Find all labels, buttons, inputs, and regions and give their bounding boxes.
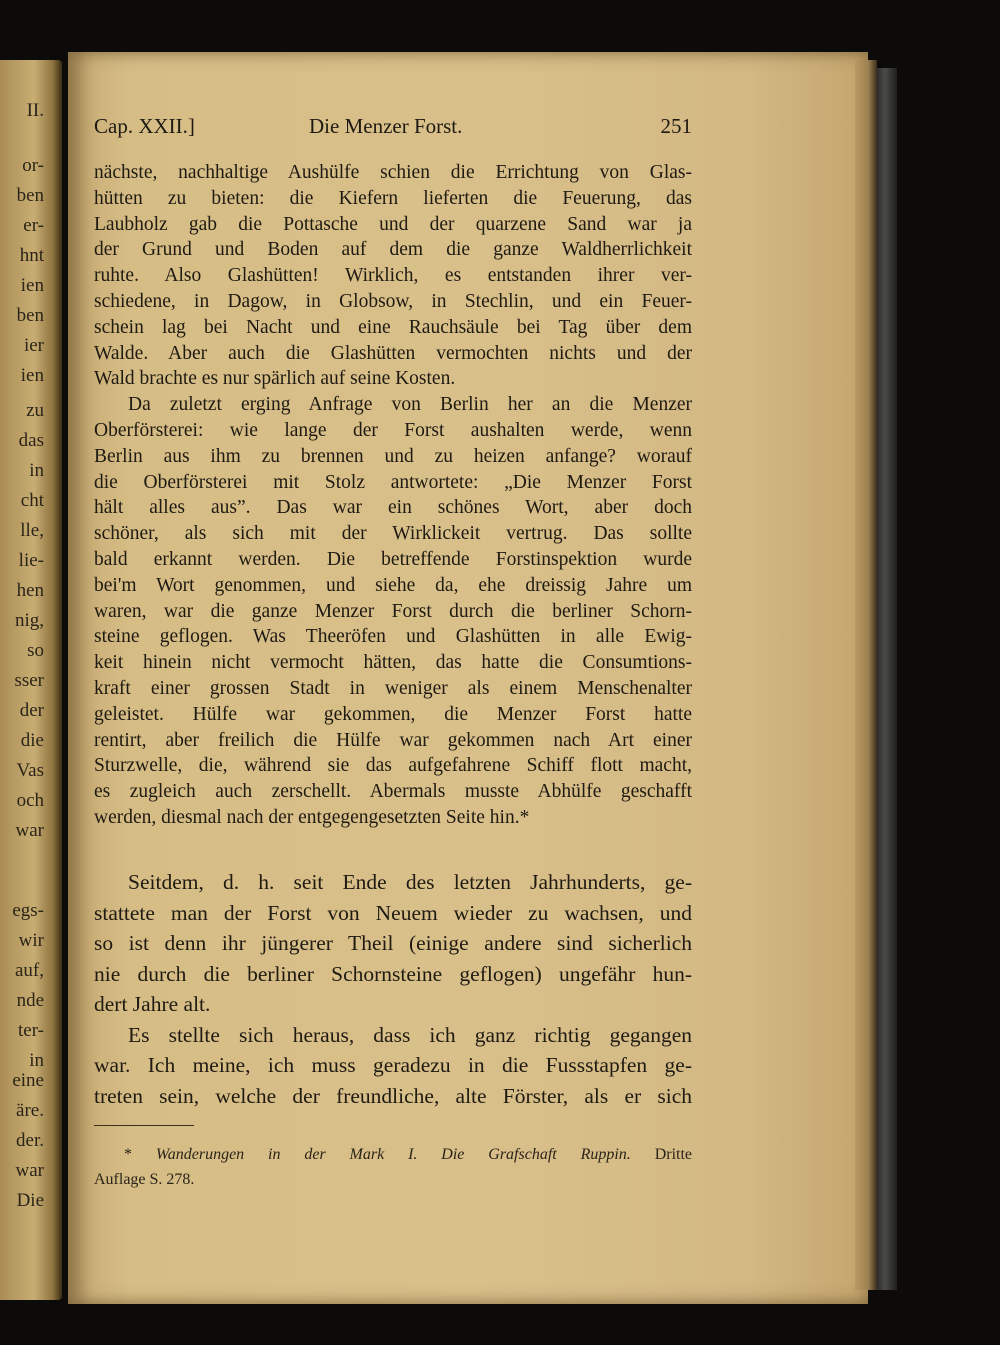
text-line: kraft einer grossen Stadt in weniger als einem Menschenalter [94,677,692,699]
previous-page-text-fragment: ben [16,305,44,326]
text-line: Es stellte sich heraus, dass ich ganz richtig gegangen [128,1022,692,1047]
previous-page-text-fragment: lle, [20,520,44,541]
text-line: waren, war die ganze Menzer Forst durch die berliner Schorn- [94,600,692,622]
previous-page-text-fragment: och [16,790,44,811]
book-binding [877,68,897,1290]
text-line: Seitdem, d. h. seit Ende des letzten Jahrhunderts, ge- [128,870,692,894]
previous-page-text-fragment: auf, [14,960,44,981]
text-line: treten sein, welche der freundliche, alte Förster, als er sich [94,1083,692,1108]
footnote-divider [94,1125,194,1126]
previous-page-text-fragment: ien [20,365,44,386]
page-stack-edge [855,60,877,1290]
footnote-line: Auflage S. 278. [94,1171,195,1188]
previous-page-text-fragment: nde [16,990,44,1011]
previous-page-text-fragment: in [29,1050,44,1071]
previous-page-text-fragment: sser [14,670,44,691]
text-line: Walde. Aber auch die Glashütten vermochten nichts und der [94,342,692,364]
text-line: geleistet. Hülfe war gekommen, die Menzer Forst hatte [94,703,692,725]
previous-page-text-fragment: ier [23,335,44,356]
text-line: schiedene, in Dagow, in Globsow, in Stechlin, und ein Feuer- [94,290,692,312]
previous-page-text-fragment: ien [20,275,44,296]
footnote [94,1142,692,1192]
text-line: schöner, als sich mit der Wirklickeit vertrug. Das sollte [94,523,692,545]
previous-page-text-fragment: die [20,730,44,751]
previous-page-text-fragment: eine [12,1070,44,1091]
text-line: die Oberförsterei mit Stolz antwortete: „Die Menzer Forst [94,471,692,493]
text-line: war. Ich meine, ich muss geradezu in die Fussstapfen ge- [94,1053,692,1077]
previous-page-text-fragment: egs- [12,900,44,921]
text-line: werden, diesmal nach der entgegengesetzten Seite hin.* [94,806,530,828]
previous-page-text-fragment: das [18,430,44,451]
previous-page-text-fragment: war [15,820,44,841]
previous-page-text-fragment: der. [16,1130,44,1151]
previous-page-text-fragment: II. [26,100,44,121]
previous-page-text-fragment: wir [18,930,44,951]
previous-page-text-fragment: hnt [19,245,44,266]
text-line: so ist denn ihr jüngerer Theil (einige andere sind sicherlich [94,931,692,955]
text-line: steine geflogen. Was Theeröfen und Glashütten in alle Ewig- [94,626,692,648]
text-line: Laubholz gab die Pottasche und der quarzene Sand war ja [94,213,692,235]
previous-page-text-fragment: ter- [18,1020,44,1041]
previous-page-text-fragment: hen [16,580,44,601]
text-line: schein lag bei Nacht und eine Rauchsäule bei Tag über dem [94,316,692,338]
text-line: bei'm Wort genommen, und siehe da, ehe dreissig Jahre um [94,574,692,596]
previous-page-text-fragment: Die [16,1190,44,1211]
text-line: stattete man der Forst von Neuem wieder zu wachsen, und [94,900,692,925]
text-line: rentirt, aber freilich die Hülfe war gekommen nach Art einer [94,729,692,751]
previous-page-text-fragment: Vas [16,760,44,781]
text-line: keit hinein nicht vermocht hätten, das hatte die Consumtions- [94,652,692,674]
text-line: Berlin aus ihm zu brennen und zu heizen anfange? worauf [94,445,692,467]
text-line: ruhte. Also Glashütten! Wirklich, es entstanden ihrer ver- [94,265,692,287]
footnote-edition: Dritte [654,1146,693,1163]
text-line: nie durch die berliner Schornsteine geflogen) ungefähr hun- [94,961,692,986]
body-text [94,160,692,831]
previous-page-text-fragment: zu [26,400,44,421]
previous-page-text-fragment: ben [16,185,44,206]
text-line: hütten zu bieten: die Kiefern lieferten die Feuerung, das [94,187,692,209]
chapter-label: Cap. XXII.] [94,114,195,138]
previous-page-text-fragment: or- [22,155,44,176]
text-line: bald erkannt werden. Die betreffende Forstinspektion wurde [94,548,692,570]
previous-page-edge [0,60,62,1300]
text-line: Da zuletzt erging Anfrage von Berlin her an die Menzer [128,394,692,416]
previous-page-text-fragment: war [15,1160,44,1181]
footnote-citation: Wanderungen in der Mark I. Die Grafschaft Ruppin. [155,1146,631,1163]
previous-page-text-fragment: der [19,700,44,721]
running-header [94,114,692,144]
previous-page-text-fragment: so [27,640,44,661]
previous-page-text-fragment: nig, [14,610,44,631]
book-page [68,52,868,1304]
text-line: nächste, nachhaltige Aushülfe schien die Errichtung von Glas- [94,162,692,183]
page-title: Die Menzer Forst. [309,114,463,138]
text-line: dert Jahre alt. [94,992,211,1016]
previous-page-text-fragment: in [29,460,44,481]
text-line: Wald brachte es nur spärlich auf seine Kosten. [94,368,456,390]
text-line: hält alles aus”. Das war ein schönes Wort, aber doch [94,497,692,519]
text-line: Sturzwelle, die, während sie das aufgefahrene Schiff flott macht, [94,755,692,777]
body-text-large [94,867,692,1111]
page-number: 251 [660,114,692,138]
previous-page-text-fragment: cht [20,490,44,511]
previous-page-text-fragment: äre. [16,1100,44,1121]
previous-page-text-fragment: er- [23,215,44,236]
footnote-marker: * [124,1146,132,1163]
previous-page-text-fragment: lie- [18,550,44,571]
text-line: der Grund und Boden auf dem die ganze Waldherrlichkeit [94,239,692,261]
text-line: es zugleich auch zerschellt. Abermals musste Abhülfe geschafft [94,781,692,803]
text-line: Oberförsterei: wie lange der Forst aushalten werde, wenn [94,419,692,441]
